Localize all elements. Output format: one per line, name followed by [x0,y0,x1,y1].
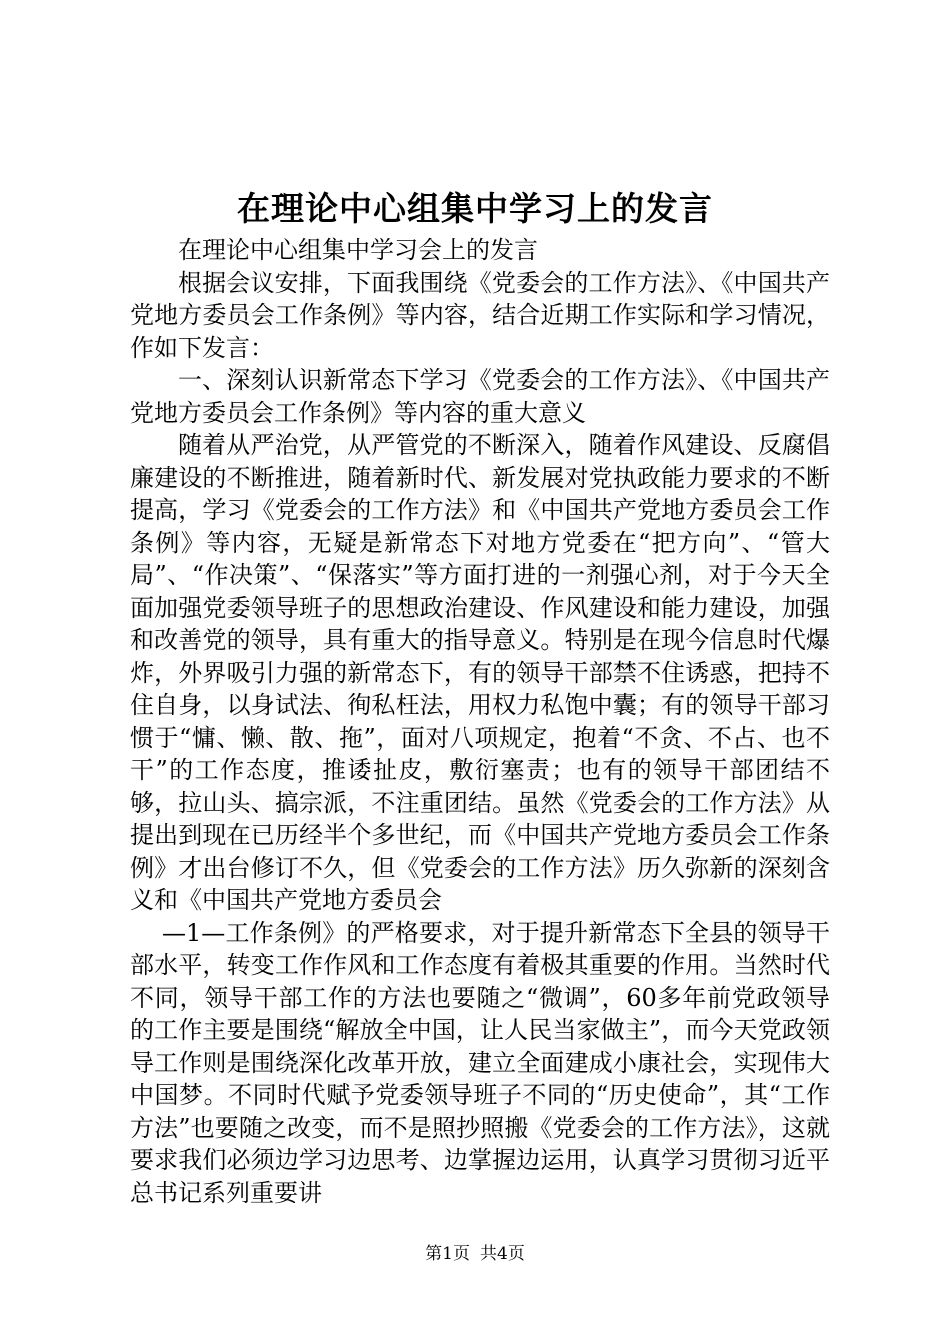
subtitle-paragraph: 在理论中心组集中学习会上的发言 [178,236,538,264]
page-number: 第1页 [425,1244,470,1264]
body-paragraph-continued: —1—工作条例》的严格要求，对于提升新常态下全县的领导干部水平，转变工作作风和工作态度有着极其重要的作用。当然时代不同，领导干部工作的方法也要随之“微调”，60多年前党政领导的工作主要是围绕“解放全中国，让人民当家做主”，而今天党政领导工作则是围绕深化改革开放，建立全面建成小康社会，实现伟大中国梦。不同时代赋予党委领导班子不同的“历史使命”，其“工作方法”也要随之改变，而不是照抄照搬《党委会的工作方法》，这就要求我们必须边学习边思考、边掌握边运用，认真学习贯彻习近平总书记系列重要讲 [130,918,830,1207]
section-heading-paragraph: 一、深刻认识新常态下学习《党委会的工作方法》、《中国共产党地方委员会工作条例》等内容的重大意义 [130,366,830,427]
document-body [130,234,830,1209]
page-total: 共4页 [480,1244,525,1264]
body-paragraph: 随着从严治党，从严管党的不断深入，随着作风建设、反腐倡廉建设的不断推进，随着新时代、新发展对党执政能力要求的不断提高，学习《党委会的工作方法》和《中国共产党地方委员会工作条例》等内容，无疑是新常态下对地方党委在“把方向”、“管大局”、“作决策”、“保落实”等方面打进的一剂强心剂，对于今天全面加强党委领导班子的思想政治建设、作风建设和能力建设，加强和改善党的领导，具有重大的指导意义。特别是在现今信息时代爆炸，外界吸引力强的新常态下，有的领导干部禁不住诱惑，把持不住自身，以身试法、徇私枉法，用权力私饱中囊；有的领导干部习惯于“慵、懒、散、拖”，面对八项规定，抱着“不贪、不占、也不干”的工作态度，推诿扯皮，敷衍塞责；也有的领导干部团结不够，拉山头、搞宗派，不注重团结。虽然《党委会的工作方法》从提出到现在已历经半个多世纪，而《中国共产党地方委员会工作条例》才出台修订不久，但《党委会的工作方法》历久弥新的深刻含义和《中国共产党地方委员会 [130,431,830,914]
intro-paragraph: 根据会议安排，下面我围绕《党委会的工作方法》、《中国共产党地方委员会工作条例》等内容，结合近期工作实际和学习情况，作如下发言： [130,268,830,362]
document-title: 在理论中心组集中学习上的发言 [237,189,713,228]
page-footer [0,1243,950,1265]
